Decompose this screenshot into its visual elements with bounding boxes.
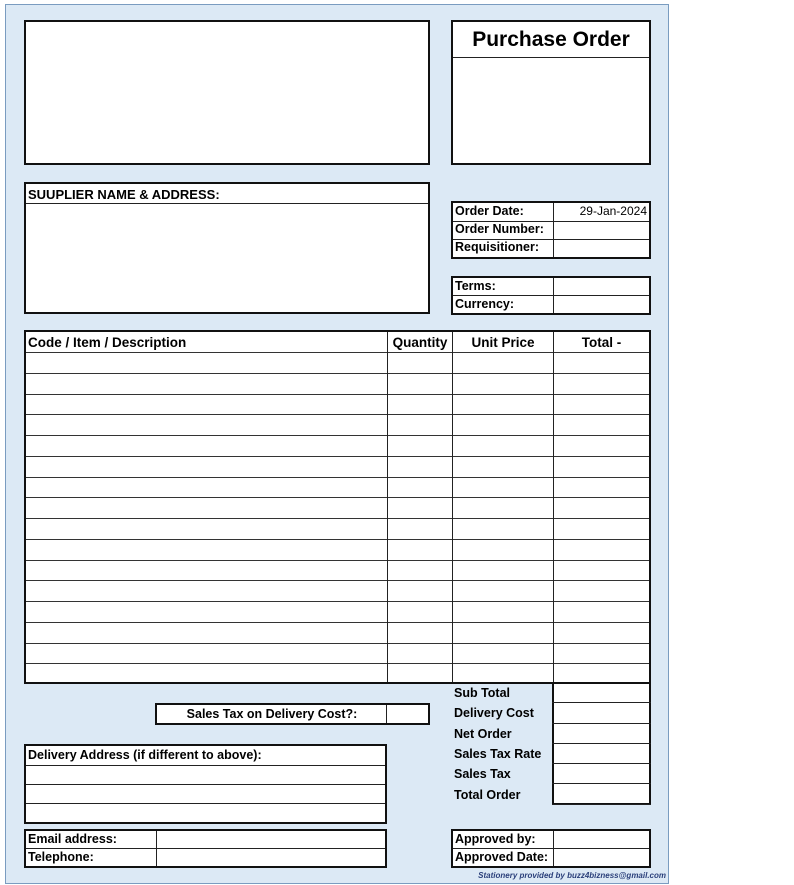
telephone-label: Telephone: [28, 850, 94, 864]
footer-credit: Stationery provided by buzz4bizness@gmail.com [478, 871, 666, 880]
requisitioner-label: Requisitioner: [455, 240, 540, 254]
delivery-address-line-3[interactable] [26, 804, 385, 822]
delivery-address-box [24, 744, 387, 824]
table-row[interactable] [26, 560, 649, 581]
table-row[interactable] [26, 643, 649, 664]
table-header-quantity: Quantity [392, 335, 448, 350]
totals-label-sub-total: Sub Total [454, 686, 511, 700]
approved-date-field[interactable] [554, 849, 649, 866]
totals-label-net-order: Net Order [454, 726, 512, 741]
approval-box [451, 829, 651, 868]
table-row[interactable] [26, 394, 649, 415]
table-row[interactable] [26, 518, 649, 539]
totals-field-sales-tax[interactable] [552, 764, 651, 784]
supplier-box[interactable] [24, 182, 430, 314]
table-row[interactable] [26, 580, 649, 601]
order-date-label: Order Date: [455, 204, 524, 218]
totals-field-delivery-cost[interactable] [552, 703, 651, 723]
delivery-address-line-1[interactable] [26, 766, 385, 784]
table-row[interactable] [26, 601, 649, 622]
sales-tax-delivery-field[interactable] [387, 705, 428, 723]
sales-tax-delivery-box [155, 703, 430, 725]
contact-box [24, 829, 387, 868]
items-table [24, 330, 651, 684]
page-title: Purchase Order [472, 28, 630, 51]
order-number-field[interactable] [554, 222, 649, 239]
totals-field-net-order[interactable] [552, 724, 651, 744]
order-info-box [451, 201, 651, 259]
currency-field[interactable] [554, 296, 649, 313]
table-row[interactable] [26, 497, 649, 518]
order-number-label: Order Number: [455, 222, 544, 236]
email-label: Email address: [28, 832, 117, 846]
totals-field-sales-tax-rate[interactable] [552, 744, 651, 764]
totals-field-total-order[interactable] [552, 785, 651, 805]
order-date-value[interactable]: 29-Jan-2024 [579, 204, 647, 218]
totals-field-sub-total[interactable] [552, 683, 651, 703]
totals-label-sales-tax: Sales Tax [454, 767, 511, 782]
terms-box [451, 276, 651, 315]
company-logo-box[interactable] [24, 20, 430, 165]
delivery-address-label: Delivery Address (if different to above): [28, 748, 262, 762]
table-row[interactable] [26, 435, 649, 456]
currency-label: Currency: [455, 297, 515, 311]
table-row[interactable] [26, 373, 649, 394]
table-row[interactable] [26, 456, 649, 477]
email-field[interactable] [157, 831, 385, 848]
terms-field[interactable] [554, 278, 649, 295]
table-row[interactable] [26, 477, 649, 498]
title-box [451, 20, 651, 165]
totals-label-total-order: Total Order [454, 787, 521, 802]
totals-label-delivery-cost: Delivery Cost [454, 706, 534, 721]
telephone-field[interactable] [157, 849, 385, 866]
table-header-description: Code / Item / Description [28, 335, 187, 350]
table-row[interactable] [26, 414, 649, 435]
table-row[interactable] [26, 622, 649, 643]
approved-by-label: Approved by: [455, 832, 536, 846]
approved-date-label: Approved Date: [455, 850, 549, 864]
requisitioner-field[interactable] [554, 240, 649, 257]
delivery-address-line-2[interactable] [26, 785, 385, 803]
totals-label-sales-tax-rate: Sales Tax Rate [454, 746, 542, 761]
approved-by-field[interactable] [554, 831, 649, 848]
supplier-label: SUUPLIER NAME & ADDRESS: [28, 187, 220, 202]
terms-label: Terms: [455, 279, 496, 293]
table-header-unit-price: Unit Price [471, 335, 535, 350]
table-row[interactable] [26, 352, 649, 373]
totals-block [451, 683, 651, 805]
table-row[interactable] [26, 663, 649, 684]
table-row[interactable] [26, 539, 649, 560]
table-header-total: Total - [581, 335, 622, 350]
sales-tax-delivery-label: Sales Tax on Delivery Cost?: [186, 707, 358, 721]
